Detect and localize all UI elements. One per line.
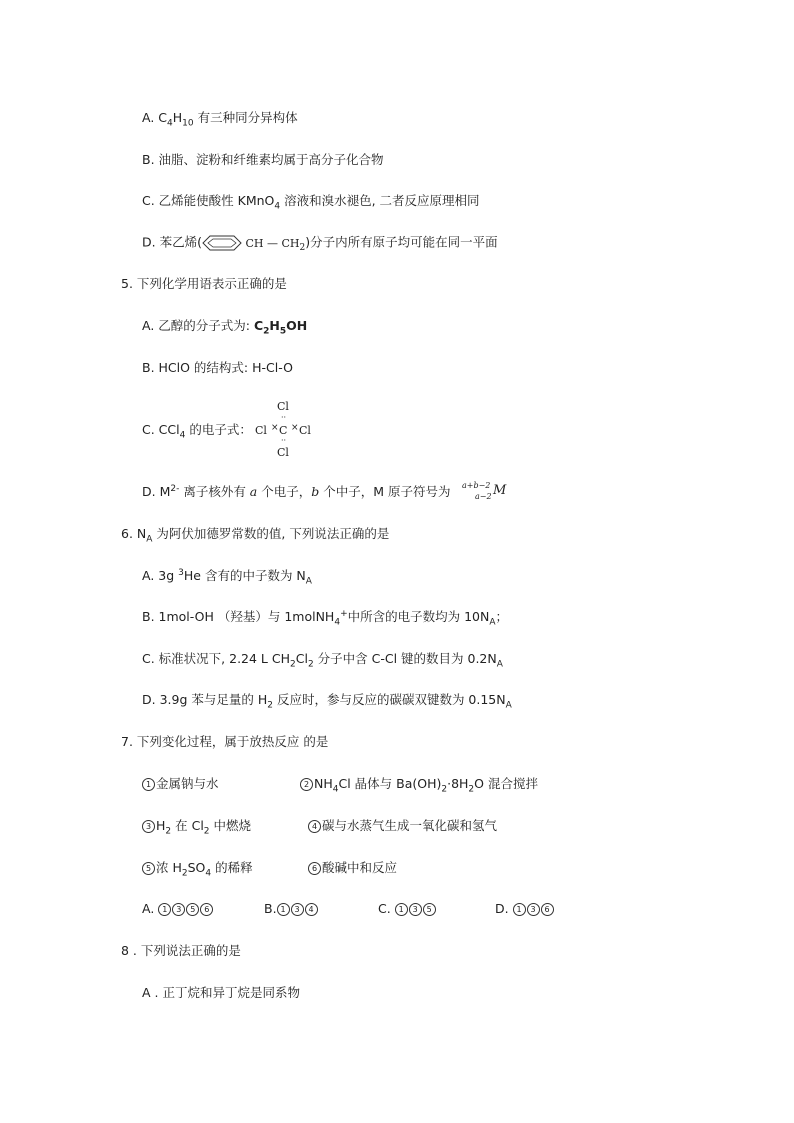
q5-option-a: A. 乙醇的分子式为: $C_2H_5OH$ [142,318,308,337]
benzene-ring-icon [202,234,242,252]
q6-option-a: A. 3g $^3$He 含有的中子数为 $N_A$ [142,567,312,587]
q4-option-a: A. $C_4H_{10}$ 有三种同分异构体 [142,110,298,129]
q4-option-b: B. 油脂、淀粉和纤维素均属于高分子化合物 [142,152,384,167]
q6-title: 6. $N_A$ 为阿伏加德罗常数的值, 下列说法正确的是 [121,526,390,545]
q7-item-3: 3 $H_2$ 在 $Cl_2$ 中燃烧 [142,818,251,834]
ccl4-electron-formula: Cl ·· Cl × C × Cl ·· Cl [255,400,311,459]
q6-option-c: C. 标准状况下, 2.24 L $CH_2Cl_2$ 分子中含 C-Cl 键的数目为 $0.2N_A$ [142,651,503,670]
q7-item-1: 1 金属钠与水 [142,776,219,792]
q5-option-d: D. $M^{2-}$ 离子核外有 a 个电子，b 个中子，M 原子符号为 [142,483,451,499]
q7-title: 7. 下列变化过程，属于放热反应 的是 [121,734,329,749]
q7-item-5: 5 浓 $H_2SO_4$ 的稀释 [142,860,253,876]
q8-option-a: A . 正丁烷和异丁烷是同系物 [142,985,300,1000]
q7-option-c: C. 1 3 5 [378,901,437,917]
q7-option-a: A. 1 3 5 6 [142,901,214,917]
q7-option-d: D. 1 3 6 [495,901,555,917]
q5-title: 5. 下列化学用语表示正确的是 [121,276,287,291]
q5-option-b: B. HClO 的结构式: H-Cl-O [142,360,293,375]
isotope-symbol: M [493,483,507,498]
q7-item-6: 6 酸碱中和反应 [308,860,397,876]
q7-item-2: 2 $NH_4Cl$ 晶体与 $Ba(OH)_2\cdot 8H_2O$ 混合搅拌 [300,776,538,792]
q7-item-4: 4 碳与水蒸气生成一氧化碳和氢气 [308,818,497,834]
q5-option-c: C. CCl$_4$ 的电子式： [142,422,252,441]
isotope-mass-number: a+b−2 [462,481,491,490]
q6-option-b: B. 1mol-OH （羟基）与 1molNH$_4$+中所含的电子数均为 $10N_A$； [142,608,509,628]
q4-option-d: D. 苯乙烯( CH — $CH_2$)分子内所有原子均可能在同一平面 [142,234,498,253]
q4-option-c: C. 乙烯能使酸性 KMnO$_4$ 溶液和溴水褪色, 二者反应原理相同 [142,193,480,212]
q8-title: 8 . 下列说法正确的是 [121,943,241,958]
q7-option-b: B. 1 3 4 [264,901,319,917]
isotope-atomic-number: a−2 [475,492,492,501]
q6-option-d: D. 3.9g 苯与足量的 $H_2$ 反应时，参与反应的碳碳双键数为 $0.15N_A$ [142,692,512,711]
